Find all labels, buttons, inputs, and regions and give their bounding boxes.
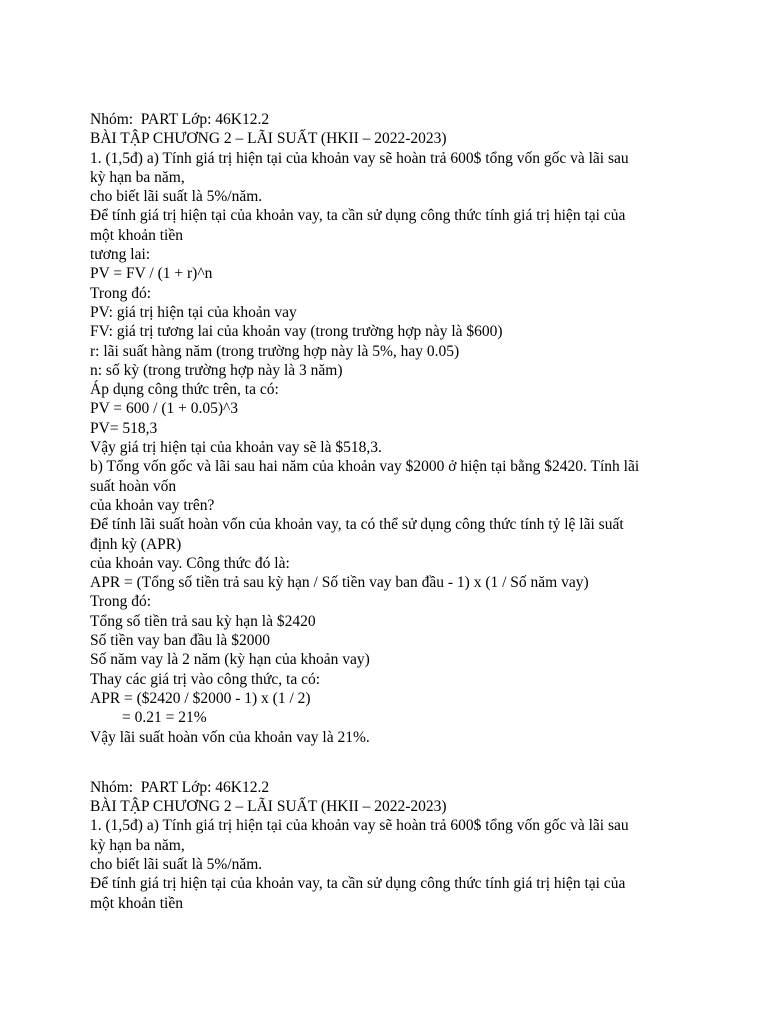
n-definition: n: số kỳ (trong trường hợp này là 3 năm) bbox=[90, 361, 343, 379]
r-definition: r: lãi suất hàng năm (trong trường hợp này là 5%, hay 0.05) bbox=[90, 342, 460, 360]
loan-years: Số năm vay là 2 năm (kỳ hạn của khoản vay) bbox=[90, 651, 370, 669]
total-repayment: Tổng số tiền trả sau kỳ hạn là $2420 bbox=[90, 612, 316, 630]
interest-rate-given: cho biết lãi suất là 5%/năm. bbox=[90, 188, 263, 206]
question-1a-text: 1. (1,5đ) a) Tính giá trị hiện tại của khoản vay sẽ hoàn trả 600$ tổng vốn gốc và lãi sau bbox=[90, 149, 629, 167]
apr-explanation-cont-2: của khoản vay. Công thức đó là: bbox=[90, 554, 290, 572]
question-1a-text-cont: kỳ hạn ba năm, bbox=[90, 168, 185, 186]
apr-calculation: APR = ($2420 / $2000 - 1) x (1 / 2) bbox=[90, 689, 311, 707]
section-gap bbox=[90, 747, 690, 778]
chapter-title: BÀI TẬP CHƯƠNG 2 – LÃI SUẤT (HKII – 2022-2023) bbox=[90, 798, 447, 816]
pv-formula: PV = FV / (1 + r)^n bbox=[90, 265, 213, 283]
pv-explanation-cont: một khoản tiền bbox=[90, 894, 183, 912]
pv-explanation-cont-2: tương lai: bbox=[90, 246, 151, 264]
pv-explanation: Để tính giá trị hiện tại của khoản vay, ta cần sử dụng công thức tính giá trị hiện tại của bbox=[90, 207, 626, 225]
chapter-title: BÀI TẬP CHƯƠNG 2 – LÃI SUẤT (HKII – 2022-2023) bbox=[90, 130, 447, 148]
substitute-text: Thay các giá trị vào công thức, ta có: bbox=[90, 670, 321, 688]
question-1a-text: 1. (1,5đ) a) Tính giá trị hiện tại của khoản vay sẽ hoàn trả 600$ tổng vốn gốc và lãi sau bbox=[90, 817, 629, 835]
group-header: Nhóm: PART Lớp: 46K12.2 bbox=[90, 778, 270, 796]
initial-loan: Số tiền vay ban đầu là $2000 bbox=[90, 632, 270, 650]
document-page bbox=[90, 110, 690, 913]
apr-formula: APR = (Tổng số tiền trả sau kỳ hạn / Số tiền vay ban đầu - 1) x (1 / Số năm vay) bbox=[90, 574, 589, 592]
question-1b-text-cont-2: của khoản vay trên? bbox=[90, 496, 215, 514]
pv-explanation: Để tính giá trị hiện tại của khoản vay, ta cần sử dụng công thức tính giá trị hiện tại của bbox=[90, 875, 626, 893]
group-header: Nhóm: PART Lớp: 46K12.2 bbox=[90, 111, 270, 128]
where-label: Trong đó: bbox=[90, 284, 152, 302]
pv-calculation: PV = 600 / (1 + 0.05)^3 bbox=[90, 400, 239, 418]
interest-rate-given: cho biết lãi suất là 5%/năm. bbox=[90, 855, 263, 873]
document-block-1 bbox=[90, 110, 690, 747]
apr-explanation-cont: định kỳ (APR) bbox=[90, 535, 182, 553]
document-block-2 bbox=[90, 778, 690, 913]
apr-result: = 0.21 = 21% bbox=[122, 709, 207, 727]
pv-explanation-cont: một khoản tiền bbox=[90, 226, 183, 244]
pv-conclusion: Vậy giá trị hiện tại của khoản vay sẽ là $518,3. bbox=[90, 439, 382, 457]
pv-definition: PV: giá trị hiện tại của khoản vay bbox=[90, 303, 297, 321]
pv-result: PV= 518,3 bbox=[90, 419, 158, 437]
fv-definition: FV: giá trị tương lai của khoản vay (trong trường hợp này là $600) bbox=[90, 323, 503, 341]
apr-explanation: Để tính lãi suất hoàn vốn của khoản vay, ta có thể sử dụng công thức tính tỷ lệ lãi suất bbox=[90, 516, 624, 534]
question-1b-text-cont: suất hoàn vốn bbox=[90, 477, 177, 495]
apr-conclusion: Vậy lãi suất hoàn vốn của khoản vay là 21%. bbox=[90, 728, 370, 746]
question-1b-text: b) Tổng vốn gốc và lãi sau hai năm của khoản vay $2000 ở hiện tại bằng $2420. Tính lãi bbox=[90, 458, 640, 476]
question-1a-text-cont: kỳ hạn ba năm, bbox=[90, 836, 185, 854]
where-label-2: Trong đó: bbox=[90, 593, 152, 611]
apply-formula-text: Áp dụng công thức trên, ta có: bbox=[90, 381, 279, 399]
